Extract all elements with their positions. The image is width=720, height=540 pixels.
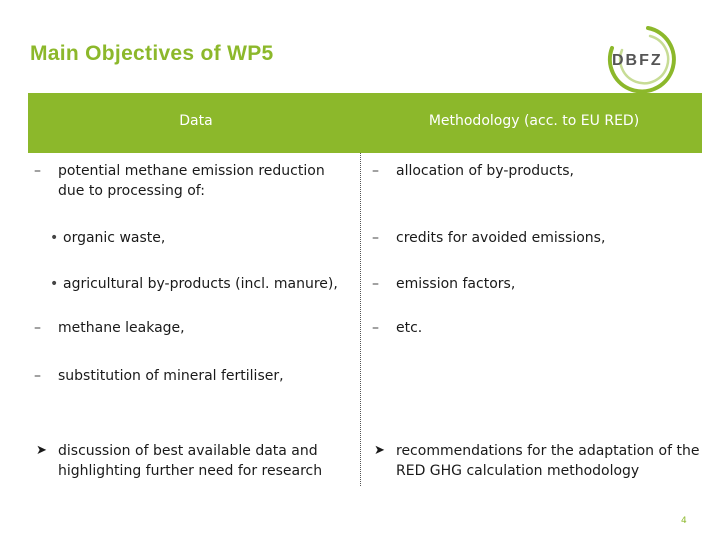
list-item — [34, 318, 354, 338]
list-item — [372, 228, 692, 248]
conclusion-text: discussion of best available data and highlighting further need for research — [58, 443, 323, 479]
dash-marker: – — [372, 163, 379, 179]
dash-marker: – — [372, 276, 379, 292]
list-item-text: substitution of mineral fertiliser, — [58, 368, 284, 384]
conclusion-right — [374, 441, 704, 481]
list-item — [50, 228, 360, 248]
page-number: 4 — [681, 516, 687, 526]
bullet-marker: • — [50, 276, 59, 292]
list-item-text: organic waste, — [63, 230, 166, 246]
list-item-text: potential methane emission reduction due to processing of: — [58, 163, 325, 199]
slide-title: Main Objectives of WP5 — [30, 42, 274, 65]
arrow-bullet-icon: ➤ — [374, 443, 385, 458]
arrow-bullet-icon: ➤ — [36, 443, 47, 458]
conclusion-text: recommendations for the adaptation of the RED GHG calculation methodology — [396, 443, 700, 479]
conclusion-left — [36, 441, 354, 481]
dbfz-logo — [598, 22, 686, 96]
dash-marker: – — [372, 320, 379, 336]
column-header-data: Data — [179, 113, 213, 129]
list-item-text: etc. — [396, 320, 423, 336]
list-item — [372, 318, 692, 338]
dash-marker: – — [372, 230, 379, 246]
list-item — [34, 161, 354, 201]
list-item-text: emission factors, — [396, 276, 516, 292]
list-item — [372, 161, 692, 181]
column-divider — [360, 153, 361, 486]
list-item-text: allocation of by-products, — [396, 163, 574, 179]
list-item — [34, 366, 354, 386]
logo-text: DBFZ — [612, 52, 663, 69]
bullet-marker: • — [50, 230, 59, 246]
list-item-text: credits for avoided emissions, — [396, 230, 606, 246]
column-header-methodology: Methodology (acc. to EU RED) — [428, 113, 640, 129]
list-item — [50, 274, 360, 294]
list-item-text: methane leakage, — [58, 320, 185, 336]
dash-marker: – — [34, 320, 41, 336]
dash-marker: – — [34, 163, 41, 179]
list-item-text: agricultural by-products (incl. manure), — [63, 276, 338, 292]
list-item — [372, 274, 692, 294]
dash-marker: – — [34, 368, 41, 384]
